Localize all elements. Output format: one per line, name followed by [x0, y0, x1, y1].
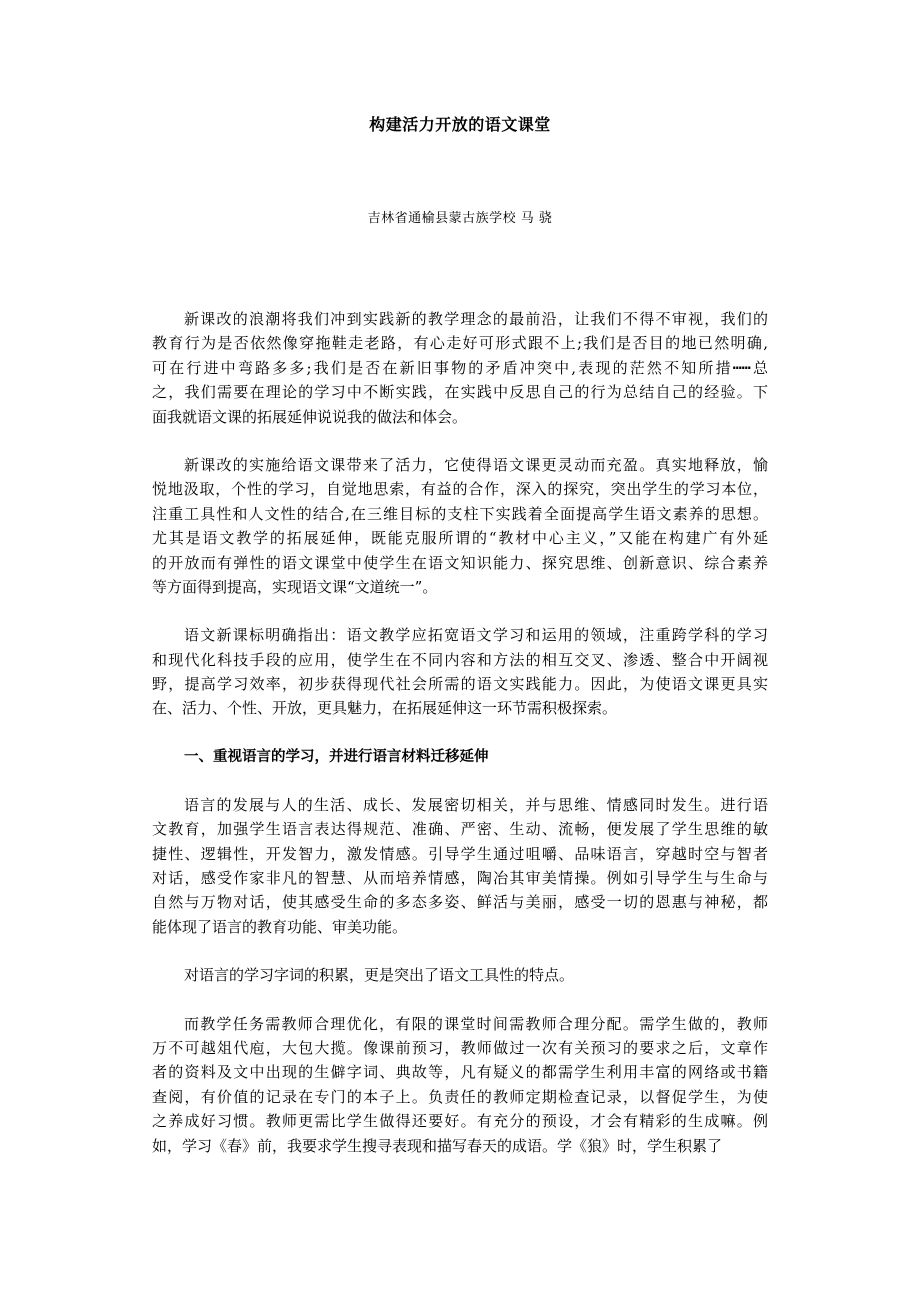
text-line: 文教育，加强学生语言表达得规范、准确、严密、生动、流畅，便发展了学生思维的敏	[152, 820, 768, 839]
paragraph	[152, 453, 768, 599]
paragraph	[152, 793, 768, 939]
text-line: 之养成好习惯。教师更需比学生做得还要好。有充分的预设，才会有精彩的生成嘛。例	[152, 1112, 768, 1131]
document-body	[152, 307, 768, 1182]
text-line: 而教学任务需教师合理优化，有限的课堂时间需教师合理分配。需学生做的，教师	[184, 1014, 768, 1033]
paragraph	[152, 307, 768, 429]
paragraph	[152, 1012, 768, 1158]
text-line: 之，我们需要在理论的学习中不断实践，在实践中反思自己的行为总结自己的经验。下	[152, 383, 768, 402]
paragraph	[152, 623, 768, 721]
text-line: 万不可越俎代庖，大包大揽。像课前预习，教师做过一次有关预习的要求之后，文章作	[152, 1038, 768, 1057]
section-heading: 一、重视语言的学习，并进行语言材料迁移延伸	[184, 748, 489, 765]
text-line: 可在行进中弯路多多;我们是否在新旧事物的矛盾冲突中,表现的茫然不知所措┅┅总	[152, 358, 768, 377]
text-line: 捷性、逻辑性，开发智力，激发情感。引导学生通过咀嚼、品味语言，穿越时空与智者	[152, 844, 768, 863]
text-line: 新课改的浪潮将我们冲到实践新的教学理念的最前沿，让我们不得不审视，我们的	[184, 310, 768, 328]
text-line: 野，提高学习效率，初步获得现代社会所需的语文实践能力。因此，为使语文课更具实	[152, 675, 768, 694]
document-author: 吉林省通榆县蒙古族学校 马 骁	[367, 211, 553, 226]
text-line: 在、活力、个性、开放，更具魅力，在拓展延伸这一环节需积极探索。	[152, 699, 618, 718]
text-line: 语言的发展与人的生活、成长、发展密切相关，并与思维、情感同时发生。进行语	[184, 795, 768, 814]
paragraph	[152, 963, 768, 987]
text-line: 对语言的学习字词的积累，更是突出了语文工具性的特点。	[184, 966, 575, 985]
text-line: 面我就语文课的拓展延伸说说我的做法和体会。	[152, 407, 468, 426]
text-line: 能体现了语言的教育功能、审美功能。	[152, 917, 408, 936]
text-line: 对话，感受作家非凡的智慧、从而培养情感，陶冶其审美情操。例如引导学生与生命与	[152, 869, 768, 888]
text-line: 查阅，有价值的记录在专门的本子上。负责任的教师定期检查记录，以督促学生，为使	[152, 1087, 768, 1106]
text-line: 注重工具性和人文性的结合,在三维目标的支柱下实践着全面提高学生语文素养的思想。	[152, 504, 768, 523]
text-line: 尤其是语文教学的拓展延伸，既能克服所谓的“教材中心主义，”又能在构建广有外延	[152, 529, 768, 548]
text-line: 悦地汲取，个性的学习，自觉地思索，有益的合作，深入的探究，突出学生的学习本位，	[152, 480, 768, 499]
text-line: 如，学习《春》前，我要求学生搜寻表现和描写春天的成语。学《狼》时，学生积累了	[152, 1136, 723, 1155]
text-line: 自然与万物对话，使其感受生命的多态多姿、鲜活与美丽，感受一切的恩惠与神秘，都	[152, 893, 768, 912]
document-title: 构建活力开放的语文课堂	[369, 115, 551, 134]
text-line: 者的资料及文中出现的生僻字词、典故等，凡有疑义的都需学生利用丰富的网络或书籍	[152, 1063, 768, 1082]
text-line: 的开放而有弹性的语文课堂中使学生在语文知识能力、探究思维、创新意识、综合素养	[152, 553, 768, 572]
text-line: 等方面得到提高，实现语文课“文道统一”。	[152, 577, 438, 596]
text-line: 新课改的实施给语文课带来了活力，它使得语文课更灵动而充盈。真实地释放，愉	[184, 455, 768, 474]
text-line: 和现代化科技手段的应用，使学生在不同内容和方法的相互交叉、渗透、整合中开阔视	[152, 650, 768, 669]
text-line: 教育行为是否依然像穿拖鞋走老路，有心走好可形式跟不上;我们是否目的地已然明确,	[152, 334, 768, 353]
text-line: 语文新课标明确指出：语文教学应拓宽语文学习和运用的领域，注重跨学科的学习	[184, 626, 768, 645]
